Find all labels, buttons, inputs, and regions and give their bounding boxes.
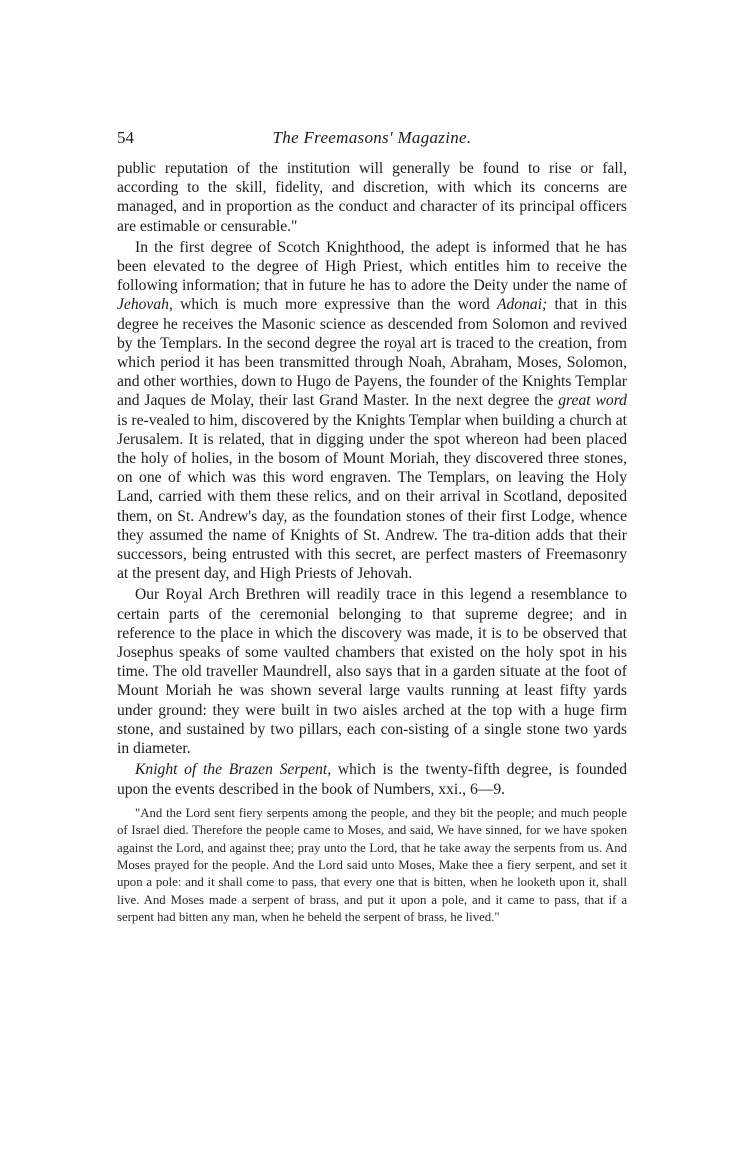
page-number: 54 <box>117 128 134 147</box>
italic-phrase: Knight of the Brazen Serpent, <box>135 761 332 779</box>
paragraph-3 <box>117 585 627 758</box>
paragraph-2 <box>117 238 627 584</box>
page-header <box>117 128 627 152</box>
text-run: public reputation of the institution will generally be found to rise or fall, according to the skill, fidelity, and discretion, with which its concerns are managed, and in proportion as the conduct and character of its principal officers are estimable or censurable." <box>117 160 627 235</box>
paragraph-1 <box>117 159 627 236</box>
scripture-quote: "And the Lord sent fiery serpents among the people, and they bit the people; and much people of Israel died. Therefore the people came to Moses, and said, We have sinned, for we have spoken against the Lord, and against thee; pray unto the Lord, that he take away the serpents from us. And Moses prayed for the people. And the Lord said unto Moses, Make thee a fiery serpent, and set it upon a pole: and it shall come to pass, that every one that is bitten, when he looketh upon it, shall live. And Moses made a serpent of brass, and put it upon a pole, and it came to pass, that if a serpent had bitten any man, when he beheld the serpent of brass, he lived." <box>117 805 627 925</box>
italic-phrase: great word <box>558 392 627 410</box>
running-title: The Freemasons' Magazine. <box>272 128 472 147</box>
italic-phrase: Jehovah, <box>117 296 173 314</box>
text-run: which is much more expressive than the word <box>172 296 497 314</box>
text-run: which is the twenty-fifth degree, is founded upon the events described in the book of Numbers, xxi., 6—9. <box>117 761 627 798</box>
text-run: is re-vealed to him, discovered by the Knights Templar when building a church at Jerusalem. It is related, that in digging under the spot whereon had been placed the holy of holies, in the bosom of Mount Moriah, they discovered three stones, on one of which was this word engraven. The Templars, on leaving the Holy Land, carried with them these relics, and on their arrival in Scotland, deposited them, on St. Andrew's day, as the foundation stones of their first Lodge, whence they assumed the name of Knights of St. Andrew. The tra-dition adds that their successors, being entrusted with this secret, are perfect masters of Freemasonry at the present day, and High Priests of Jehovah. <box>117 411 627 583</box>
italic-phrase: Adonai; <box>496 296 548 314</box>
text-run: In the first degree of Scotch Knighthood, the adept is informed that he has been elevated to the degree of High Priest, which entitles him to receive the following information; that in future he has to adore the Deity under the name of <box>117 238 627 295</box>
text-run: Our Royal Arch Brethren will readily trace in this legend a resemblance to certain parts of the ceremonial belonging to that supreme degree; and in reference to the place in which the discovery was made, it is to be observed that Josephus speaks of some vaulted chambers that existed on the holy spot in his time. The old traveller Maundrell, also says that in a garden situate at the foot of Mount Moriah he was shown several large vaults running at least fifty yards under ground: they were built in two aisles arched at the top with a huge firm stone, and sustained by two pillars, each con-sisting of a single stone two yards in diameter. <box>117 586 627 758</box>
paragraph-4 <box>117 760 627 798</box>
text-run: that in this degree he receives the Masonic science as descended from Solomon and revived by the Templars. In the second degree the royal art is traced to the creation, from which period it has been transmitted through Noah, Abraham, Moses, Solomon, and other worthies, down to Hugo de Payens, the founder of the Knights Templar and Jaques de Molay, their last Grand Master. In the next degree the <box>117 296 627 410</box>
article-body <box>117 159 627 927</box>
